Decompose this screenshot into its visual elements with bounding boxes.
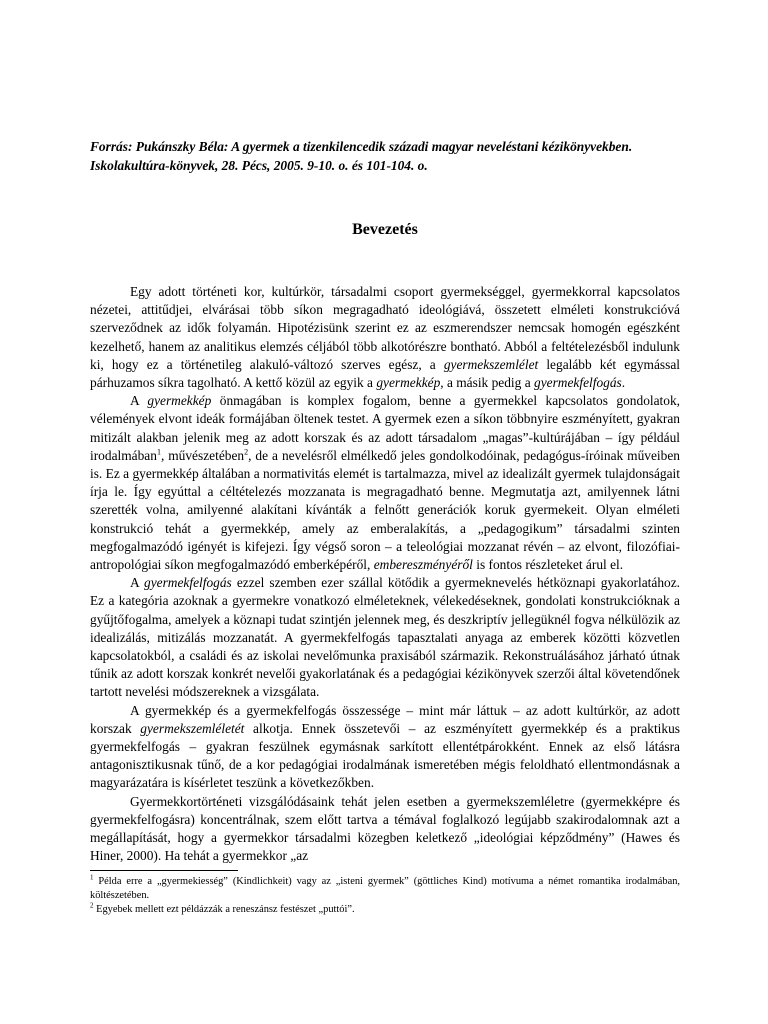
- p1-term-gyermekszemlelet: gyermekszemlélet: [443, 356, 539, 372]
- p2-text-a: A: [130, 393, 148, 409]
- p3-term-gyermekfelfogas: gyermekfelfogás: [144, 575, 232, 591]
- paragraph-4: [90, 702, 680, 793]
- p2-text-c: önmagában is komplex fogalom, benne a gyermekkel kapcsolatos gondolatok, vélemények elvont ideák formájában öltenek testet. A gyermek ezen a síkon többnyire eszményített, gyakran mitizált alakban jelenik meg az adott korszak és az adott társadalom „magas”-kultúrájában – így például irodalmában: [90, 393, 681, 463]
- p1-term-gyermekkep: gyermekkép: [376, 375, 441, 391]
- footnote-2-number: 2: [90, 901, 94, 910]
- document-page: [90, 138, 680, 917]
- source-citation: Forrás: Pukánszky Béla: A gyermek a tizenkilencedik századi magyar neveléstani kézikönyvekben. Iskolakultúra-könyvek, 28. Pécs, 2005. 9-10. o. és 101-104. o.: [90, 139, 633, 173]
- p1-text-g: .: [621, 375, 626, 391]
- p4-term-gyermekszemlelet: gyermekszemléletét: [140, 720, 245, 736]
- footnote-2-text: Egyebek mellett ezt példázzák a reneszánsz festészet „puttói”.: [93, 903, 355, 915]
- p1-text-a: Egy adott történeti kor, kultúrkör, társadalmi csoport gyermekséggel, gyermekkorral kapcsolatos nézetei, attitűdjei, elvárásai több síkon megragadható ideológiává, összetett elméleti konstrukcióvá szerveződnek az idők folyamán. Hipotézisünk szerint ez az eszmerendszer nemcsak homogén egészként kezelhető, hanem az analitikus elemzés céljából több alkotórészre bontható. Abból a feltételezésből indulunk ki, hogy ez a történetileg alakuló-változó szerves egész, a: [90, 284, 680, 372]
- p5-text-a: Gyermekkortörténeti vizsgálódásaink tehát jelen esetben a gyermekszemléletre (gyermekképre és gyermekfelfogásra) koncentrálnak, szem előtt tartva a témával foglalkozó legújabb szakirodalomnak azt a megállapítását, hogy a gyermekkor társadalmi közegben keletkező „ideológiai képződmény” (Hawes és Hiner, 2000). Ha tehát a gyermekkor „az: [90, 793, 680, 864]
- document-body: [90, 283, 680, 866]
- footnote-1-text: Példa erre a „gyermekiesség” (Kindlichkeit) vagy az „isteni gyermek” (göttliches Kind) motívuma a német romantika irodalmában, költészetében.: [90, 875, 680, 901]
- footnote-divider: [90, 870, 238, 871]
- footnote-ref-2[interactable]: 2: [244, 447, 249, 457]
- p2-text-e: , de a nevelésről elmélkedő jeles gondolkodóinak, pedagógus-íróinak műveiben is. Ez a gyermekkép általában a normativitás elemét is tartalmazza, mivel az idealizált gyermek tulajdonságait írja le. Így egyúttal a céltételezés mozzanata is megragadható benne. Megmutatja azt, amilyennek látni szerették volna, amilyenné alakítani kívánták a felnőtt generációk koruk gyermekeit. Olyan elméleti konstrukció tehát a gyermekkép, amely az emberalakítás, a „pedagogikum” társadalmi szinten megfogalmazódó igényét is kifejezi. Így végső soron – a teleológiai mozzanat révén – az elvont, filozófiai-antropológiai síkon megfogalmazódó emberképéről,: [90, 447, 680, 573]
- footnotes: [90, 875, 680, 917]
- p4-text-a: A gyermekkép és a gyermekfelfogás összessége – mint már láttuk – az adott kultúrkör, az adott korszak: [90, 702, 680, 736]
- footnote-ref-1[interactable]: 1: [156, 447, 161, 457]
- footnote-1: [90, 875, 680, 903]
- p1-text-e: , a másik pedig a: [440, 375, 534, 391]
- p3-text-a: A: [130, 575, 144, 591]
- p3-text-c: ezzel szemben ezer szállal kötődik a gyermeknevelés hétköznapi gyakorlatához. Ez a kategória azoknak a gyermekre vonatkozó elméleteknek, vélekedéseknek, gondolati konstrukcióknak a gyűjtőfogalma, amelyek a köznapi tudat szintjén jelennek meg, és deszkriptív jellegüknél fogva nélkülözik az idealizálás, mitizálás mozzanatát. A gyermekfelfogás tapasztalati anyaga az emberek közötti közvetlen kapcsolatokból, a családi és az iskolai nevelőmunka praxisából származik. Rekonstruálásához járható útnak tűnik az adott korszak konkrét nevelői gyakorlatának és a pedagógiai kézikönyvek szerzői által követendőnek tartott nevelési módszereknek a vizsgálata.: [90, 575, 680, 700]
- p2-term-gyermekkep: gyermekkép: [147, 393, 212, 409]
- p2-text-d: , művészetében: [160, 447, 245, 463]
- p4-text-c: alkotja. Ennek összetevői – az eszményített gyermekkép és a praktikus gyermekfelfogás – gyakran feszülnek egymásnak sarkított ellentétpárokként. Ennek az első látásra antagonisztikusnak tűnő, de a kor pedagógiai irodalmának ismeretében mégis feloldható ellentmondásnak a magyarázatára is kísérletet teszünk a következőkben.: [90, 720, 680, 791]
- p2-term-embereszmeny: embereszményéről: [373, 557, 473, 573]
- p2-text-g: is fontos részleteket árul el.: [472, 557, 624, 573]
- p1-text-c: legalább két egymással párhuzamos síkra tagolható. A kettő közül az egyik a: [90, 356, 680, 391]
- paragraph-1: [90, 283, 680, 392]
- page-title: Bevezetés: [352, 221, 418, 238]
- footnote-2: [90, 903, 680, 917]
- p1-term-gyermekfelfogas: gyermekfelfogás: [534, 375, 622, 391]
- footnote-1-number: 1: [90, 873, 94, 882]
- paragraph-5: [90, 793, 680, 866]
- paragraph-3: [90, 574, 680, 701]
- paragraph-2: [90, 392, 680, 574]
